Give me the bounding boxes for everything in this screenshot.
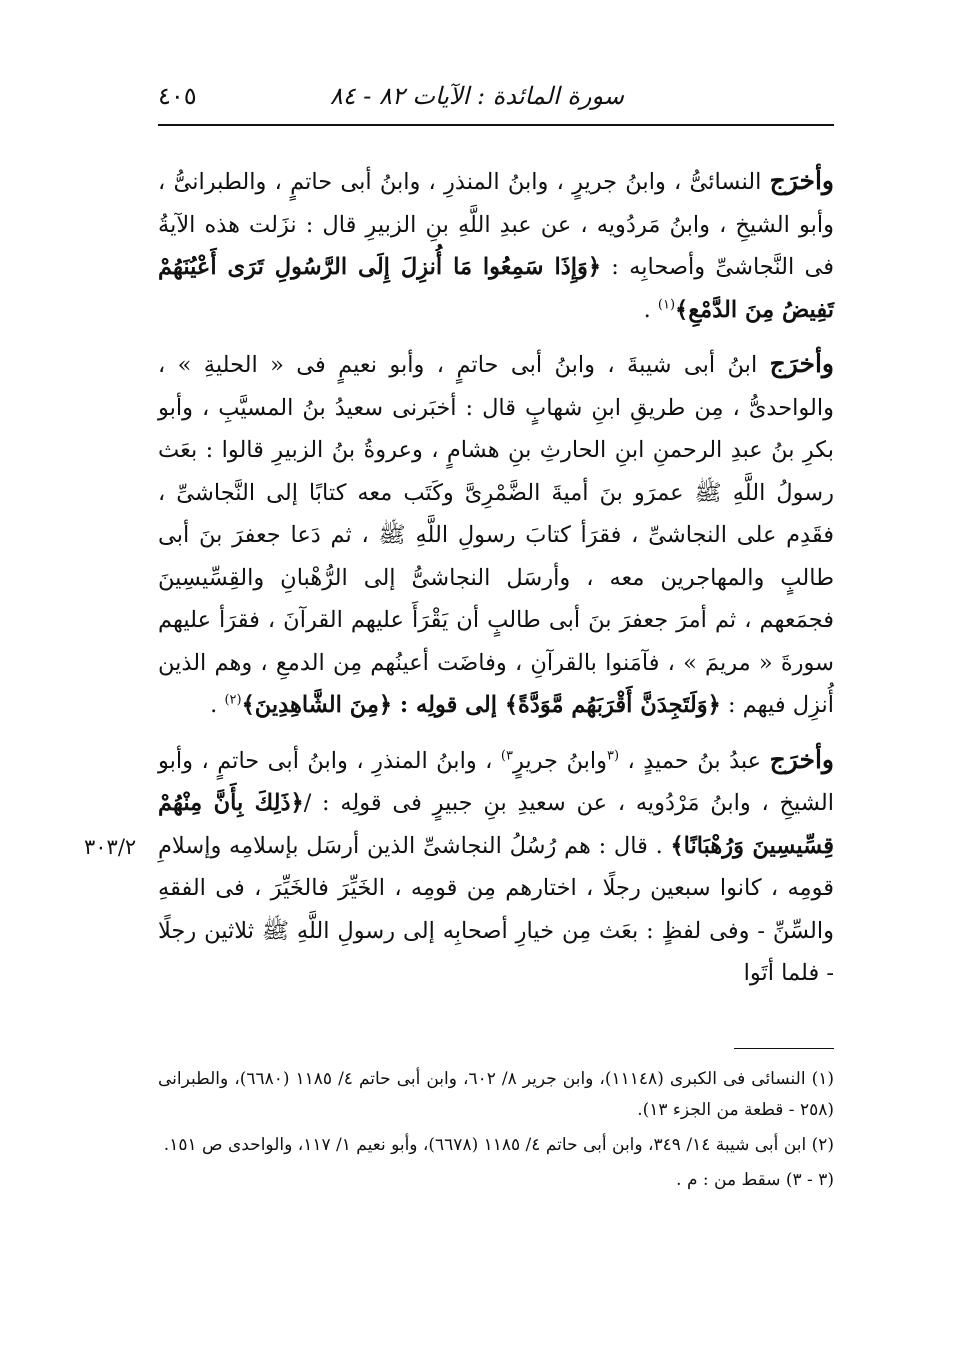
footnotes (158, 1064, 834, 1200)
footnote-marker: (٢) (224, 692, 242, 708)
quran-quote: ﴿وَلَتَجِدَنَّ أَقْرَبَهُم مَّوَدَّةً﴾ إلى قولِه : ﴿مِنَ الشَّاهِدِينَ﴾ (241, 692, 721, 718)
page-number: ٤٠٥ (158, 82, 197, 110)
paragraph-text: ، وابنُ المنذرِ ، وابنُ أبى حاتمٍ ، وأبو الشيخِ ، وابنُ مَرْدُويه ، عن سعيدِ بنِ جبيرٍ فى قولِه : / (158, 747, 835, 816)
footnote-marker: (٣ (606, 748, 620, 763)
footnote-marker: (١) (657, 297, 676, 312)
margin-reference: ٣٠٣/٢ (84, 835, 137, 859)
paragraph-text: النسائىُّ ، وابنُ جريرٍ ، وابنُ المنذرِ ، وابنُ أبى حاتمٍ ، والطبرانىُّ ، وأبو الشيخِ ، وابنُ مَردُويه ، عن عبدِ اللَّهِ بنِ الزبيرِ قال : نزَلت هذه الآيةُ فى النَّجاشىِّ وأصحابِه : (158, 169, 834, 280)
paragraph-text-end: . قال : هم رُسُلُ النجاشىِّ الذين أرسَل بإسلامِه وإسلامِ قومِه ، كانوا سبعين رجلًا ، اختارهم مِن قومِه ، الخَيِّرَ فالخَيِّرَ ، فى الفقهِ والسِّنِّ - وفى لفظٍ : بعَث مِن خيارِ أصحابِه إلى رسولِ اللَّهِ ﷺ ثلاثين رجلًا - فلما أتَوا (158, 832, 834, 986)
main-text (158, 160, 834, 1007)
footnote: (١) النسائى فى الكبرى (١١١٤٨)، وابن جرير ٨/ ٦٠٢، وابن أبى حاتم ٤/ ١١٨٥ (٦٦٨٠)، والطبرانى (٢٥٨ - قطعة من الجزء ١٣). (158, 1069, 834, 1120)
paragraph-lead: وأخرَج (769, 349, 834, 378)
header-divider (158, 124, 834, 126)
running-title: سورة المائدة : الآيات ٨٢ - ٨٤ (329, 82, 624, 110)
footnote-marker: ٣) (500, 748, 513, 763)
paragraph (158, 160, 834, 331)
paragraph-text: عبدُ بنُ حميدٍ ، (619, 747, 770, 774)
paragraph (158, 343, 834, 727)
paragraph-text: وابنُ جريرٍ (512, 747, 607, 774)
footnote: (٢) ابن أبى شيبة ١٤/ ٣٤٩، وابن أبى حاتم ٤/ ١١٨٥ (٦٦٧٨)، وأبو نعيم ١/ ١١٧، والواحدى ص ١٥١. (163, 1135, 834, 1155)
paragraph (158, 739, 834, 995)
paragraph-lead: وأخرَج (769, 166, 834, 195)
paragraph-lead: وأخرَج (769, 744, 834, 774)
page-header (158, 82, 834, 122)
quran-quote: ﴿وَإِذَا سَمِعُوا مَا أُنزِلَ إِلَى الرَّسُولِ تَرَى أَعْيُنَهُمْ تَفِيضُ مِنَ الدَّمْعِ﴾ (158, 254, 834, 323)
footnote-divider (734, 1048, 834, 1049)
paragraph-text-end: . (643, 296, 658, 323)
footnote: (٣ - ٣) سقط من : م . (676, 1170, 834, 1190)
quran-quote: ﴿ذَلِكَ بِأَنَّ مِنْهُمْ قِسِّيسِينَ وَرُهْبَانًا﴾ (158, 790, 835, 859)
paragraph-text-end: . (210, 692, 225, 718)
paragraph-text: ابنُ أبى شيبةَ ، وابنُ أبى حاتمٍ ، وأبو نعيمٍ فى « الحليةِ » ، والواحدىُّ ، مِن طريقِ ابنِ شهابٍ قال : أخبَرنى سعيدُ بنُ المسيَّبِ ، وأبو بكرِ بنُ عبدِ الرحمنِ ابنِ الحارثِ بنِ هشامٍ ، وعروةُ بنُ الزبيرِ قالوا : بعَث رسولُ اللَّهِ ﷺ عمرَو بنَ أميةَ الضَّمْرِىَّ وكَتَب معه كتابًا إلى النَّجاشىِّ ، فقَدِم على النجاشىِّ ، فقرَأ كتابَ رسولِ اللَّهِ ﷺ ، ثم دَعا جعفرَ بنَ أبى طالبٍ والمهاجرين معه ، وأرسَل النجاشىُّ إلى الرُّهْبانِ والقِسِّيسِينَ فجمَعهم ، ثم أمرَ جعفرَ بنَ أبى طالبٍ أن يَقْرَأَ عليهم القرآنَ ، فقرَأ عليهم سورةَ « مريمَ » ، فآمَنوا بالقرآنِ ، وفاضَت أعينُهم مِن الدمعِ ، وهم الذين أُنزِل فيهم : (158, 352, 834, 718)
